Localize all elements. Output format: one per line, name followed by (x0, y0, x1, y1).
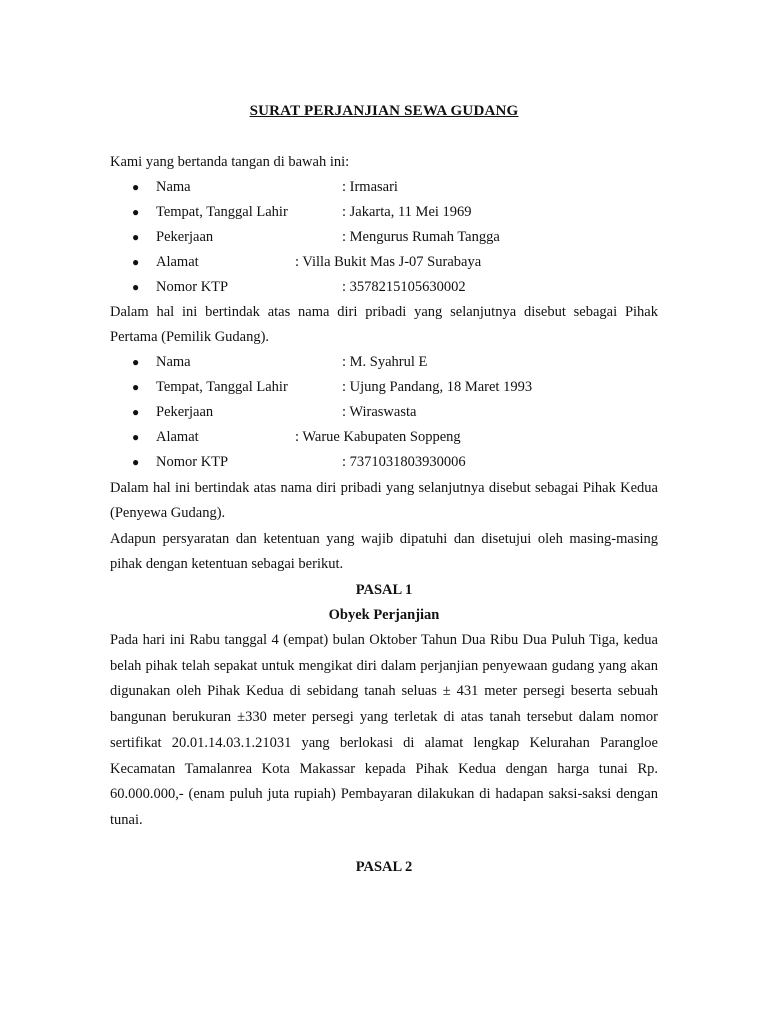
party1-occupation-value: : Mengurus Rumah Tangga (342, 229, 500, 245)
pasal1-body: Pada hari ini Rabu tanggal 4 (empat) bulan Oktober Tahun Dua Ribu Dua Puluh Tiga, kedua belah pihak telah sepakat untuk mengikat diri dalam perjanjian penyewaan gudang yang akan digunakan oleh Pihak Kedua di sebidang tanah seluas ± 431 meter persegi beserta sebuah bangunan berukuran ±330 meter persegi yang terletak di atas tanah tersebut dalam nomor sertifikat 20.01.14.03.1.21031 yang berlokasi di alamat lengkap Kelurahan Parangloe Kecamatan Tamalanrea Kota Makassar kepada Pihak Kedua dengan harga tunai Rp. 60.000.000,- (enam puluh juta rupiah) Pembayaran dilakukan di hadapan saksi-saksi dengan tunai. (110, 632, 658, 828)
party1-ktp-row (110, 275, 658, 300)
party1-address-value: : Villa Bukit Mas J-07 Surabaya (295, 254, 482, 270)
bullet-icon: ● (132, 230, 140, 244)
party1-address-label: Alamat (156, 254, 199, 270)
party2-address-row (110, 425, 658, 450)
party2-ktp-label: Nomor KTP (156, 454, 229, 470)
party2-ktp-value: : 7371031803930006 (342, 454, 466, 470)
party2-occupation-label: Pekerjaan (156, 404, 214, 420)
party2-statement: Dalam hal ini bertindak atas nama diri pribadi yang selanjutnya disebut sebagai Pihak Kedua (Penyewa Gudang). (110, 480, 658, 521)
party2-birth-value: : Ujung Pandang, 18 Maret 1993 (342, 379, 533, 395)
terms-intro: Adapun persyaratan dan ketentuan yang wajib dipatuhi dan disetujui oleh masing-masing pihak dengan ketentuan sebagai berikut. (110, 531, 658, 572)
party1-name-row (110, 175, 658, 200)
bullet-icon: ● (132, 355, 140, 369)
party2-address-label: Alamat (156, 429, 199, 445)
party2-name-value: : M. Syahrul E (342, 354, 428, 370)
document-title: SURAT PERJANJIAN SEWA GUDANG (249, 103, 519, 119)
party2-birth-row (110, 375, 658, 400)
party2-name-row (110, 350, 658, 375)
party1-occupation-label: Pekerjaan (156, 229, 214, 245)
bullet-icon: ● (132, 380, 140, 394)
bullet-icon: ● (132, 255, 140, 269)
party1-statement: Dalam hal ini bertindak atas nama diri pribadi yang selanjutnya disebut sebagai Pihak Pertama (Pemilik Gudang). (110, 304, 658, 345)
party1-name-value: : Irmasari (342, 179, 398, 195)
party2-occupation-value: : Wiraswasta (342, 404, 417, 420)
party1-birth-label: Tempat, Tanggal Lahir (156, 204, 288, 220)
party2-details (110, 350, 658, 475)
party1-birth-row (110, 200, 658, 225)
party2-birth-label: Tempat, Tanggal Lahir (156, 379, 288, 395)
party1-occupation-row (110, 225, 658, 250)
party2-name-label: Nama (156, 354, 191, 370)
bullet-icon: ● (132, 455, 140, 469)
party1-details (110, 175, 658, 300)
party2-ktp-row (110, 450, 658, 475)
intro-text: Kami yang bertanda tangan di bawah ini: (110, 154, 350, 170)
bullet-icon: ● (132, 205, 140, 219)
bullet-icon: ● (132, 430, 140, 444)
party2-address-value: : Warue Kabupaten Soppeng (295, 429, 461, 445)
pasal2-heading: PASAL 2 (355, 859, 413, 875)
party1-name-label: Nama (156, 179, 191, 195)
party2-occupation-row (110, 400, 658, 425)
pasal1-heading: PASAL 1 (355, 582, 413, 598)
party1-birth-value: : Jakarta, 11 Mei 1969 (342, 204, 472, 220)
party1-address-row (110, 250, 658, 275)
bullet-icon: ● (132, 180, 140, 194)
bullet-icon: ● (132, 280, 140, 294)
party1-ktp-value: : 3578215105630002 (342, 279, 466, 295)
bullet-icon: ● (132, 405, 140, 419)
party1-ktp-label: Nomor KTP (156, 279, 229, 295)
pasal1-subheading: Obyek Perjanjian (328, 607, 440, 623)
